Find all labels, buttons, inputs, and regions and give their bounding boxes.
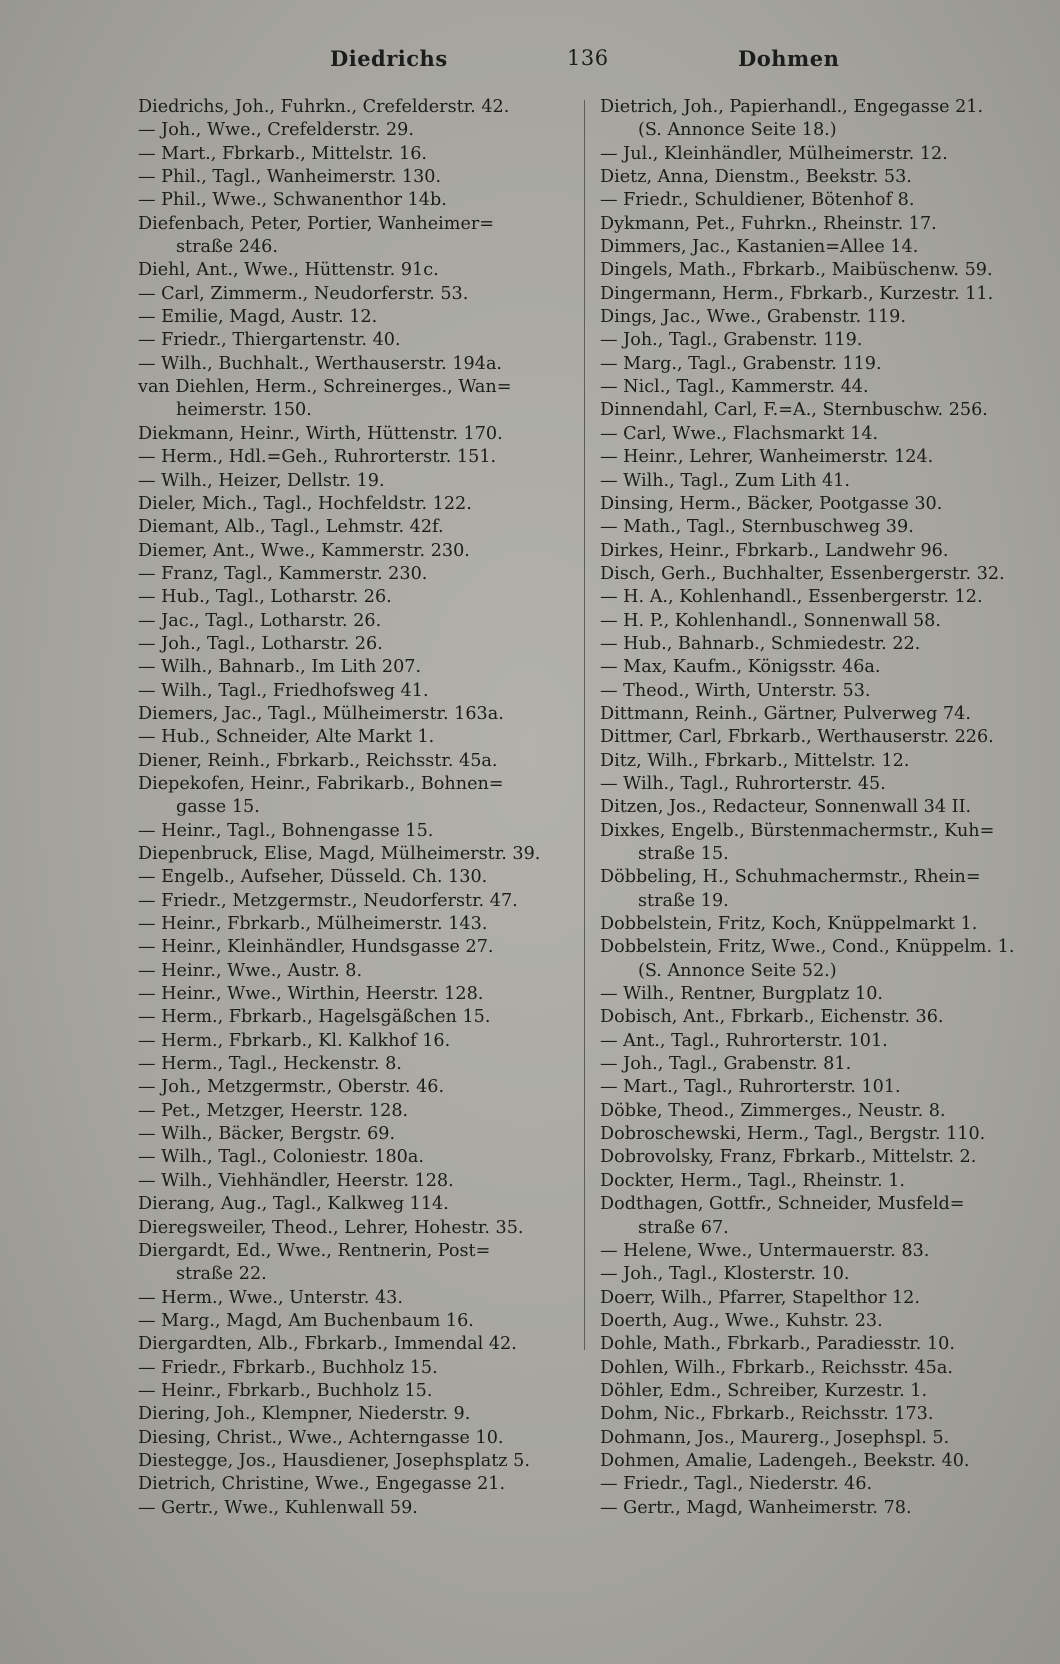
directory-entry: Dieregsweiler, Theod., Lehrer, Hohestr. 35. (138, 1217, 524, 1238)
directory-entry: — Jul., Kleinhändler, Mülheimerstr. 12. (600, 143, 948, 164)
directory-entry: — Nicl., Tagl., Kammerstr. 44. (600, 377, 869, 398)
directory-entry: — Wilh., Heizer, Dellstr. 19. (138, 470, 385, 491)
directory-entry: — Phil., Wwe., Schwanenthor 14b. (138, 190, 447, 211)
directory-entry: Dobbelstein, Fritz, Koch, Knüppelmarkt 1. (600, 914, 978, 935)
directory-entry: Diekmann, Heinr., Wirth, Hüttenstr. 170. (138, 423, 503, 444)
directory-entry: — Heinr., Wwe., Wirthin, Heerstr. 128. (138, 984, 484, 1005)
right-guide-term: Dohmen (738, 46, 840, 71)
directory-entry: — Wilh., Bäcker, Bergstr. 69. (138, 1124, 396, 1145)
directory-entry: — Wilh., Tagl., Zum Lith 41. (600, 470, 850, 491)
directory-entry: — Wilh., Tagl., Friedhofsweg 41. (138, 680, 429, 701)
directory-entry: Diering, Joh., Klempner, Niederstr. 9. (138, 1404, 471, 1425)
page-number: 136 (567, 46, 609, 70)
directory-entry-continuation: straße 246. (176, 237, 278, 258)
directory-entry: Doerr, Wilh., Pfarrer, Stapelthor 12. (600, 1287, 920, 1308)
directory-entry: Dinnendahl, Carl, F.=A., Sternbuschw. 256. (600, 400, 988, 421)
directory-entry: — Herm., Fbrkarb., Hagelsgäßchen 15. (138, 1007, 491, 1028)
directory-entry: — Heinr., Fbrkarb., Mülheimerstr. 143. (138, 914, 488, 935)
directory-entry: — Engelb., Aufseher, Düsseld. Ch. 130. (138, 867, 488, 888)
directory-entry: — Carl, Zimmerm., Neudorferstr. 53. (138, 283, 469, 304)
directory-entry: Dobisch, Ant., Fbrkarb., Eichenstr. 36. (600, 1007, 944, 1028)
directory-entry-continuation: heimerstr. 150. (176, 400, 312, 421)
directory-entry: — Friedr., Tagl., Niederstr. 46. (600, 1474, 873, 1495)
directory-entry: — Joh., Tagl., Grabenstr. 81. (600, 1054, 852, 1075)
directory-entry: Diergardt, Ed., Wwe., Rentnerin, Post= (138, 1240, 491, 1261)
directory-entry: Dohmann, Jos., Maurerg., Josephspl. 5. (600, 1427, 950, 1448)
directory-entry: — Hub., Schneider, Alte Markt 1. (138, 727, 435, 748)
directory-entry: — H. A., Kohlenhandl., Essenbergerstr. 12. (600, 587, 983, 608)
directory-entry: Diepenbruck, Elise, Magd, Mülheimerstr. 39. (138, 844, 541, 864)
directory-entry: Dittmer, Carl, Fbrkarb., Werthauserstr. 226. (600, 727, 994, 748)
directory-entry: Döbke, Theod., Zimmerges., Neustr. 8. (600, 1100, 946, 1121)
directory-entry: Diefenbach, Peter, Portier, Wanheimer= (138, 213, 495, 234)
directory-entry: Dodthagen, Gottfr., Schneider, Musfeld= (600, 1194, 965, 1215)
directory-entry: Ditzen, Jos., Redacteur, Sonnenwall 34 II. (600, 797, 972, 818)
directory-entry: — Wilh., Rentner, Burgplatz 10. (600, 984, 884, 1005)
directory-entry: Dierang, Aug., Tagl., Kalkweg 114. (138, 1194, 449, 1215)
directory-entry: Dietrich, Christine, Wwe., Engegasse 21. (138, 1474, 506, 1495)
directory-entry: Dinsing, Herm., Bäcker, Pootgasse 30. (600, 493, 943, 514)
directory-entry: — Wilh., Tagl., Coloniestr. 180a. (138, 1147, 424, 1168)
directory-entry: — Franz, Tagl., Kammerstr. 230. (138, 563, 428, 584)
directory-entry: Dohlen, Wilh., Fbrkarb., Reichsstr. 45a. (600, 1357, 953, 1378)
left-column (138, 96, 578, 1636)
directory-entry: Ditz, Wilh., Fbrkarb., Mittelstr. 12. (600, 750, 910, 771)
directory-entry: — Gertr., Wwe., Kuhlenwall 59. (138, 1497, 418, 1518)
directory-entry: Doerth, Aug., Wwe., Kuhstr. 23. (600, 1310, 883, 1331)
directory-entry: Diedrichs, Joh., Fuhrkn., Crefelderstr. 42. (138, 97, 510, 117)
directory-entry: Diergardten, Alb., Fbrkarb., Immendal 42. (138, 1334, 517, 1355)
directory-entry-continuation: straße 19. (638, 890, 729, 911)
directory-entry: Dietz, Anna, Dienstm., Beekstr. 53. (600, 167, 912, 188)
directory-entry: — Friedr., Metzgermstr., Neudorferstr. 47. (138, 890, 518, 911)
directory-entry-continuation: (S. Annonce Seite 18.) (638, 120, 837, 141)
directory-entry: — Wilh., Buchhalt., Werthauserstr. 194a. (138, 353, 503, 374)
directory-entry: Diepekofen, Heinr., Fabrikarb., Bohnen= (138, 773, 504, 794)
directory-entry: — Joh., Tagl., Grabenstr. 119. (600, 330, 863, 351)
directory-entry: — Gertr., Magd, Wanheimerstr. 78. (600, 1497, 912, 1518)
directory-entry: — Herm., Wwe., Unterstr. 43. (138, 1287, 403, 1308)
directory-entry: — Heinr., Fbrkarb., Buchholz 15. (138, 1380, 433, 1401)
directory-entry: Dohle, Math., Fbrkarb., Paradiesstr. 10. (600, 1334, 955, 1355)
column-divider (584, 100, 585, 1350)
directory-entry: Döbbeling, H., Schuhmachermstr., Rhein= (600, 867, 981, 888)
directory-entry: Dittmann, Reinh., Gärtner, Pulverweg 74. (600, 703, 971, 724)
directory-entry: Dockter, Herm., Tagl., Rheinstr. 1. (600, 1170, 906, 1191)
directory-entry: — Jac., Tagl., Lotharstr. 26. (138, 610, 382, 631)
directory-entry: Dings, Jac., Wwe., Grabenstr. 119. (600, 307, 906, 328)
directory-entry: — Joh., Tagl., Klosterstr. 10. (600, 1264, 850, 1285)
directory-entry: — Marg., Tagl., Grabenstr. 119. (600, 353, 882, 374)
directory-entry: Dykmann, Pet., Fuhrkn., Rheinstr. 17. (600, 213, 937, 234)
directory-entry: Diesing, Christ., Wwe., Achterngasse 10. (138, 1427, 504, 1448)
directory-entry: — Marg., Magd, Am Buchenbaum 16. (138, 1310, 474, 1331)
directory-entry: — Joh., Tagl., Lotharstr. 26. (138, 633, 383, 654)
directory-entry-continuation: (S. Annonce Seite 52.) (638, 960, 837, 981)
directory-entry: Dieler, Mich., Tagl., Hochfeldstr. 122. (138, 493, 472, 514)
directory-entry: Dobbelstein, Fritz, Wwe., Cond., Knüppelm. 1. (600, 937, 1015, 958)
directory-entry: Dingermann, Herm., Fbrkarb., Kurzestr. 11. (600, 283, 994, 304)
page-header (130, 46, 1030, 82)
directory-entry: — Emilie, Magd, Austr. 12. (138, 307, 378, 328)
directory-entry: — Wilh., Tagl., Ruhrorterstr. 45. (600, 773, 886, 794)
directory-entry-continuation: gasse 15. (176, 797, 260, 818)
directory-entry: Dohmen, Amalie, Ladengeh., Beekstr. 40. (600, 1450, 970, 1471)
directory-entry: — Hub., Tagl., Lotharstr. 26. (138, 587, 392, 608)
directory-entry: Dietrich, Joh., Papierhandl., Engegasse 21. (600, 97, 984, 117)
directory-entry: — Hub., Bahnarb., Schmiedestr. 22. (600, 633, 921, 654)
directory-entry: — H. P., Kohlenhandl., Sonnenwall 58. (600, 610, 941, 631)
directory-entry: van Diehlen, Herm., Schreinerges., Wan= (138, 377, 512, 398)
directory-entry: — Joh., Wwe., Crefelderstr. 29. (138, 120, 414, 141)
directory-entry: — Mart., Tagl., Ruhrorterstr. 101. (600, 1077, 901, 1098)
directory-entry: Döhler, Edm., Schreiber, Kurzestr. 1. (600, 1380, 928, 1401)
directory-entry: — Max, Kaufm., Königsstr. 46a. (600, 657, 881, 678)
directory-entry: Dobroschewski, Herm., Tagl., Bergstr. 110. (600, 1124, 986, 1145)
directory-entry: — Math., Tagl., Sternbuschweg 39. (600, 517, 914, 538)
directory-entry: Dixkes, Engelb., Bürstenmachermstr., Kuh= (600, 820, 995, 841)
directory-entry: — Ant., Tagl., Ruhrorterstr. 101. (600, 1030, 888, 1051)
directory-entry: — Heinr., Kleinhändler, Hundsgasse 27. (138, 937, 494, 958)
directory-entry: Diestegge, Jos., Hausdiener, Josephsplatz 5. (138, 1450, 530, 1471)
directory-entry: Disch, Gerh., Buchhalter, Essenbergerstr. 32. (600, 563, 1005, 584)
directory-entry: — Friedr., Fbrkarb., Buchholz 15. (138, 1357, 438, 1378)
directory-entry: Diemant, Alb., Tagl., Lehmstr. 42f. (138, 517, 444, 538)
directory-entry: — Heinr., Tagl., Bohnengasse 15. (138, 820, 434, 841)
directory-entry: — Phil., Tagl., Wanheimerstr. 130. (138, 167, 442, 188)
directory-entry: — Theod., Wirth, Unterstr. 53. (600, 680, 871, 701)
directory-entry: Dingels, Math., Fbrkarb., Maibüschenw. 59. (600, 260, 993, 281)
directory-entry: — Pet., Metzger, Heerstr. 128. (138, 1100, 409, 1121)
directory-entry: Dimmers, Jac., Kastanien=Allee 14. (600, 237, 919, 258)
directory-entry: — Friedr., Schuldiener, Bötenhof 8. (600, 190, 915, 211)
directory-entry: — Wilh., Bahnarb., Im Lith 207. (138, 657, 422, 678)
directory-entry: — Wilh., Viehhändler, Heerstr. 128. (138, 1170, 454, 1191)
left-guide-term: Diedrichs (330, 46, 448, 71)
directory-entry: Diener, Reinh., Fbrkarb., Reichsstr. 45a. (138, 750, 498, 771)
directory-entry: Dobrovolsky, Franz, Fbrkarb., Mittelstr. 2. (600, 1147, 977, 1168)
directory-entry: — Heinr., Lehrer, Wanheimerstr. 124. (600, 447, 934, 468)
directory-entry: Dirkes, Heinr., Fbrkarb., Landwehr 96. (600, 540, 949, 561)
directory-entry: — Friedr., Thiergartenstr. 40. (138, 330, 401, 351)
directory-entry: Dohm, Nic., Fbrkarb., Reichsstr. 173. (600, 1404, 934, 1425)
directory-entry: — Mart., Fbrkarb., Mittelstr. 16. (138, 143, 427, 164)
directory-entry: Diehl, Ant., Wwe., Hüttenstr. 91c. (138, 260, 439, 281)
directory-entry: — Herm., Fbrkarb., Kl. Kalkhof 16. (138, 1030, 451, 1051)
directory-entry: Diemers, Jac., Tagl., Mülheimerstr. 163a. (138, 703, 504, 724)
directory-entry: — Helene, Wwe., Untermauerstr. 83. (600, 1240, 930, 1261)
directory-entry: — Heinr., Wwe., Austr. 8. (138, 960, 363, 981)
directory-entry-continuation: straße 15. (638, 844, 729, 864)
directory-entry: — Joh., Metzgermstr., Oberstr. 46. (138, 1077, 445, 1098)
directory-entry-continuation: straße 22. (176, 1264, 267, 1285)
directory-entry-continuation: straße 67. (638, 1217, 729, 1238)
directory-entry: — Carl, Wwe., Flachsmarkt 14. (600, 423, 879, 444)
directory-entry: — Herm., Tagl., Heckenstr. 8. (138, 1054, 402, 1075)
directory-entry: Diemer, Ant., Wwe., Kammerstr. 230. (138, 540, 470, 561)
directory-entry: — Herm., Hdl.=Geh., Ruhrorterstr. 151. (138, 447, 497, 468)
right-column (600, 96, 1042, 1636)
